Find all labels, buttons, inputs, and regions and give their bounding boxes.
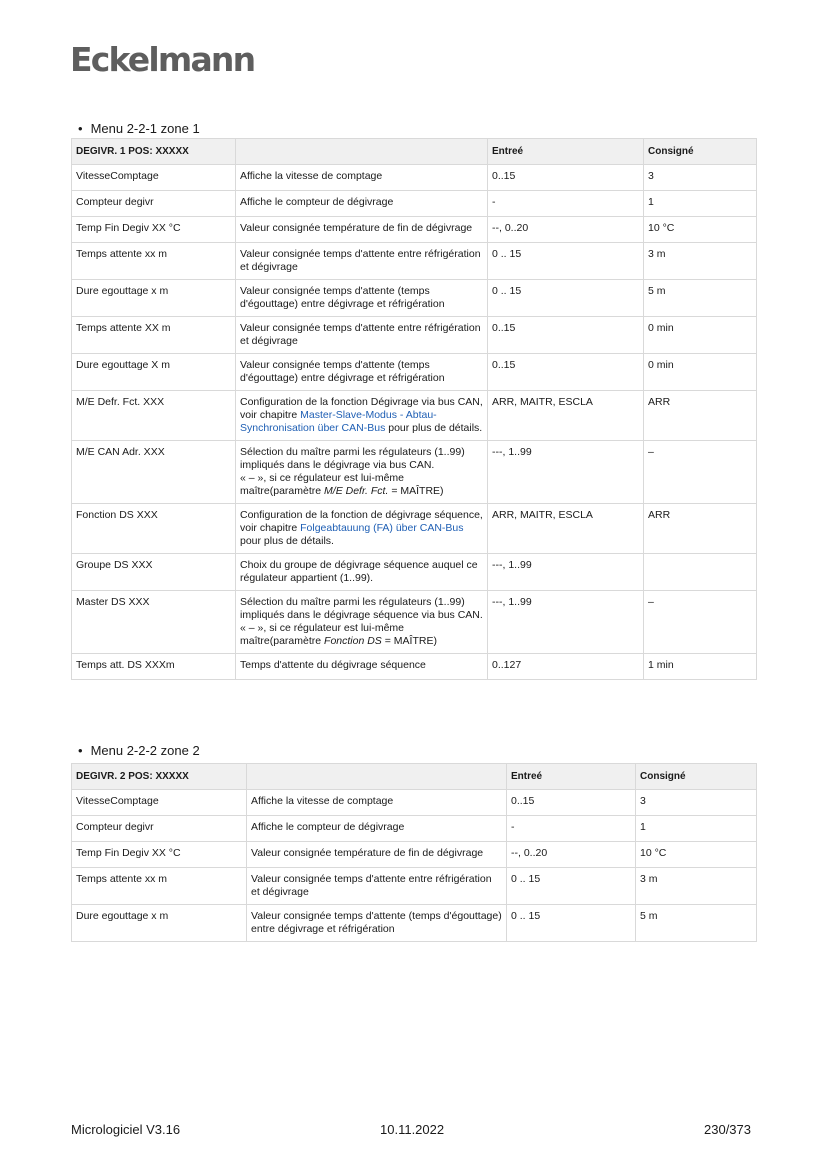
param-desc: Choix du groupe de dégivrage séquence auquel ce régulateur appartient (1..99). — [236, 554, 488, 591]
param-name: Groupe DS XXX — [72, 554, 236, 591]
param-setpoint: ARR — [644, 504, 757, 554]
param-desc: Configuration de la fonction de dégivrage séquence, voir chapitre Folgeabtauung (FA) über CAN-Bus pour plus de détails. — [236, 504, 488, 554]
param-setpoint: 1 — [644, 191, 757, 217]
table-zone-2 — [71, 763, 757, 942]
param-name: Temps attente xx m — [72, 243, 236, 280]
param-name: Dure egouttage x m — [72, 280, 236, 317]
param-name: Dure egouttage X m — [72, 354, 236, 391]
param-desc: Valeur consignée température de fin de dégivrage — [247, 842, 507, 868]
param-name: Fonction DS XXX — [72, 504, 236, 554]
table-row — [72, 243, 757, 280]
param-name: Compteur degivr — [72, 191, 236, 217]
param-name: M/E Defr. Fct. XXX — [72, 391, 236, 441]
param-setpoint: 1 min — [644, 654, 757, 680]
param-name: Temp Fin Degiv XX °C — [72, 842, 247, 868]
param-input: ---, 1..99 — [488, 591, 644, 654]
param-input: ---, 1..99 — [488, 441, 644, 504]
table-row — [72, 868, 757, 905]
param-desc: Affiche le compteur de dégivrage — [236, 191, 488, 217]
param-desc: Sélection du maître parmi les régulateurs (1..99) impliqués dans le dégivrage via bus CAN. « – », si ce régulateur est lui-même maître(paramètre M/E Defr. Fct. = MAÎTRE) — [236, 441, 488, 504]
param-desc: Valeur consignée temps d'attente entre réfrigération et dégivrage — [236, 243, 488, 280]
table-row — [72, 504, 757, 554]
param-setpoint: 3 — [644, 165, 757, 191]
table-row — [72, 317, 757, 354]
table-row — [72, 591, 757, 654]
header-setpoint: Consigné — [644, 139, 757, 165]
table-row — [72, 905, 757, 942]
param-desc: Temps d'attente du dégivrage séquence — [236, 654, 488, 680]
footer-date: 10.11.2022 — [380, 1122, 445, 1137]
param-setpoint: 10 °C — [636, 842, 757, 868]
header-input: Entreé — [507, 764, 636, 790]
param-input: --, 0..20 — [507, 842, 636, 868]
param-name: Temp Fin Degiv XX °C — [72, 217, 236, 243]
param-input: - — [507, 816, 636, 842]
table-row — [72, 217, 757, 243]
param-input: ARR, MAITR, ESCLA — [488, 504, 644, 554]
table-row — [72, 165, 757, 191]
param-setpoint: 0 min — [644, 354, 757, 391]
param-name: VitesseComptage — [72, 165, 236, 191]
table-row — [72, 654, 757, 680]
param-setpoint: 5 m — [636, 905, 757, 942]
param-desc: Valeur consignée température de fin de dégivrage — [236, 217, 488, 243]
param-setpoint: 0 min — [644, 317, 757, 354]
param-setpoint: – — [644, 591, 757, 654]
param-name: M/E CAN Adr. XXX — [72, 441, 236, 504]
param-input: --, 0..20 — [488, 217, 644, 243]
param-input: 0..15 — [488, 317, 644, 354]
param-name: Temps attente xx m — [72, 868, 247, 905]
param-desc: Valeur consignée temps d'attente entre réfrigération et dégivrage — [236, 317, 488, 354]
header-setpoint: Consigné — [636, 764, 757, 790]
header-name: DEGIVR. 2 POS: XXXXX — [72, 764, 247, 790]
param-desc: Affiche le compteur de dégivrage — [247, 816, 507, 842]
param-desc: Configuration de la fonction Dégivrage via bus CAN, voir chapitre Master-Slave-Modus - Abtau-Synchronisation über CAN-Bus pour plus de détails. — [236, 391, 488, 441]
param-setpoint — [644, 554, 757, 591]
param-name: Master DS XXX — [72, 591, 236, 654]
param-desc: Valeur consignée temps d'attente (temps d'égouttage) entre dégivrage et réfrigération — [236, 354, 488, 391]
param-input: ARR, MAITR, ESCLA — [488, 391, 644, 441]
param-setpoint: 5 m — [644, 280, 757, 317]
param-setpoint: – — [644, 441, 757, 504]
table-row — [72, 354, 757, 391]
param-desc: Valeur consignée temps d'attente (temps d'égouttage) entre dégivrage et réfrigération — [247, 905, 507, 942]
param-name: Compteur degivr — [72, 816, 247, 842]
param-setpoint: 10 °C — [644, 217, 757, 243]
bullet-icon: • — [78, 743, 83, 758]
table-zone-1 — [71, 138, 757, 680]
param-setpoint: 1 — [636, 816, 757, 842]
chapter-link-folgeabtauung[interactable]: Folgeabtauung (FA) über CAN-Bus — [300, 522, 464, 534]
table-header-row — [72, 139, 757, 165]
table-row — [72, 790, 757, 816]
section-title-zone-2: • Menu 2-2-2 zone 2 — [78, 743, 200, 758]
param-input: - — [488, 191, 644, 217]
param-input: 0 .. 15 — [488, 280, 644, 317]
param-input: 0..127 — [488, 654, 644, 680]
eckelmann-logo: Eckelmann — [70, 40, 255, 79]
param-setpoint: ARR — [644, 391, 757, 441]
table-row — [72, 391, 757, 441]
table-row — [72, 191, 757, 217]
param-input: ---, 1..99 — [488, 554, 644, 591]
table-header-row — [72, 764, 757, 790]
param-desc: Affiche la vitesse de comptage — [236, 165, 488, 191]
param-input: 0..15 — [488, 165, 644, 191]
footer-firmware-version: Micrologiciel V3.16 — [71, 1122, 181, 1137]
header-name: DEGIVR. 1 POS: XXXXX — [72, 139, 236, 165]
param-input: 0 .. 15 — [507, 905, 636, 942]
table-row — [72, 842, 757, 868]
param-desc: Valeur consignée temps d'attente entre réfrigération et dégivrage — [247, 868, 507, 905]
param-name: Dure egouttage x m — [72, 905, 247, 942]
header-desc — [236, 139, 488, 165]
section-title-zone-1: • Menu 2-2-1 zone 1 — [78, 121, 200, 136]
param-input: 0 .. 15 — [488, 243, 644, 280]
param-setpoint: 3 m — [636, 868, 757, 905]
table-row — [72, 554, 757, 591]
table-row — [72, 816, 757, 842]
bullet-icon: • — [78, 121, 83, 136]
param-desc: Affiche la vitesse de comptage — [247, 790, 507, 816]
param-name: Temps attente XX m — [72, 317, 236, 354]
table-row — [72, 441, 757, 504]
param-input: 0 .. 15 — [507, 868, 636, 905]
param-setpoint: 3 — [636, 790, 757, 816]
param-input: 0..15 — [488, 354, 644, 391]
param-desc: Sélection du maître parmi les régulateurs (1..99) impliqués dans le dégivrage séquence via bus CAN. « – », si ce régulateur est lui-même maître(paramètre Fonction DS = MAÎTRE) — [236, 591, 488, 654]
param-name: Temps att. DS XXXm — [72, 654, 236, 680]
chapter-link-master-slave[interactable]: Master-Slave-Modus - Abtau-Synchronisation über CAN-Bus — [240, 409, 437, 434]
param-desc: Valeur consignée temps d'attente (temps d'égouttage) entre dégivrage et réfrigération — [236, 280, 488, 317]
footer-page-number: 230/373 — [704, 1122, 751, 1137]
param-input: 0..15 — [507, 790, 636, 816]
header-input: Entreé — [488, 139, 644, 165]
header-desc — [247, 764, 507, 790]
param-name: VitesseComptage — [72, 790, 247, 816]
table-row — [72, 280, 757, 317]
param-setpoint: 3 m — [644, 243, 757, 280]
